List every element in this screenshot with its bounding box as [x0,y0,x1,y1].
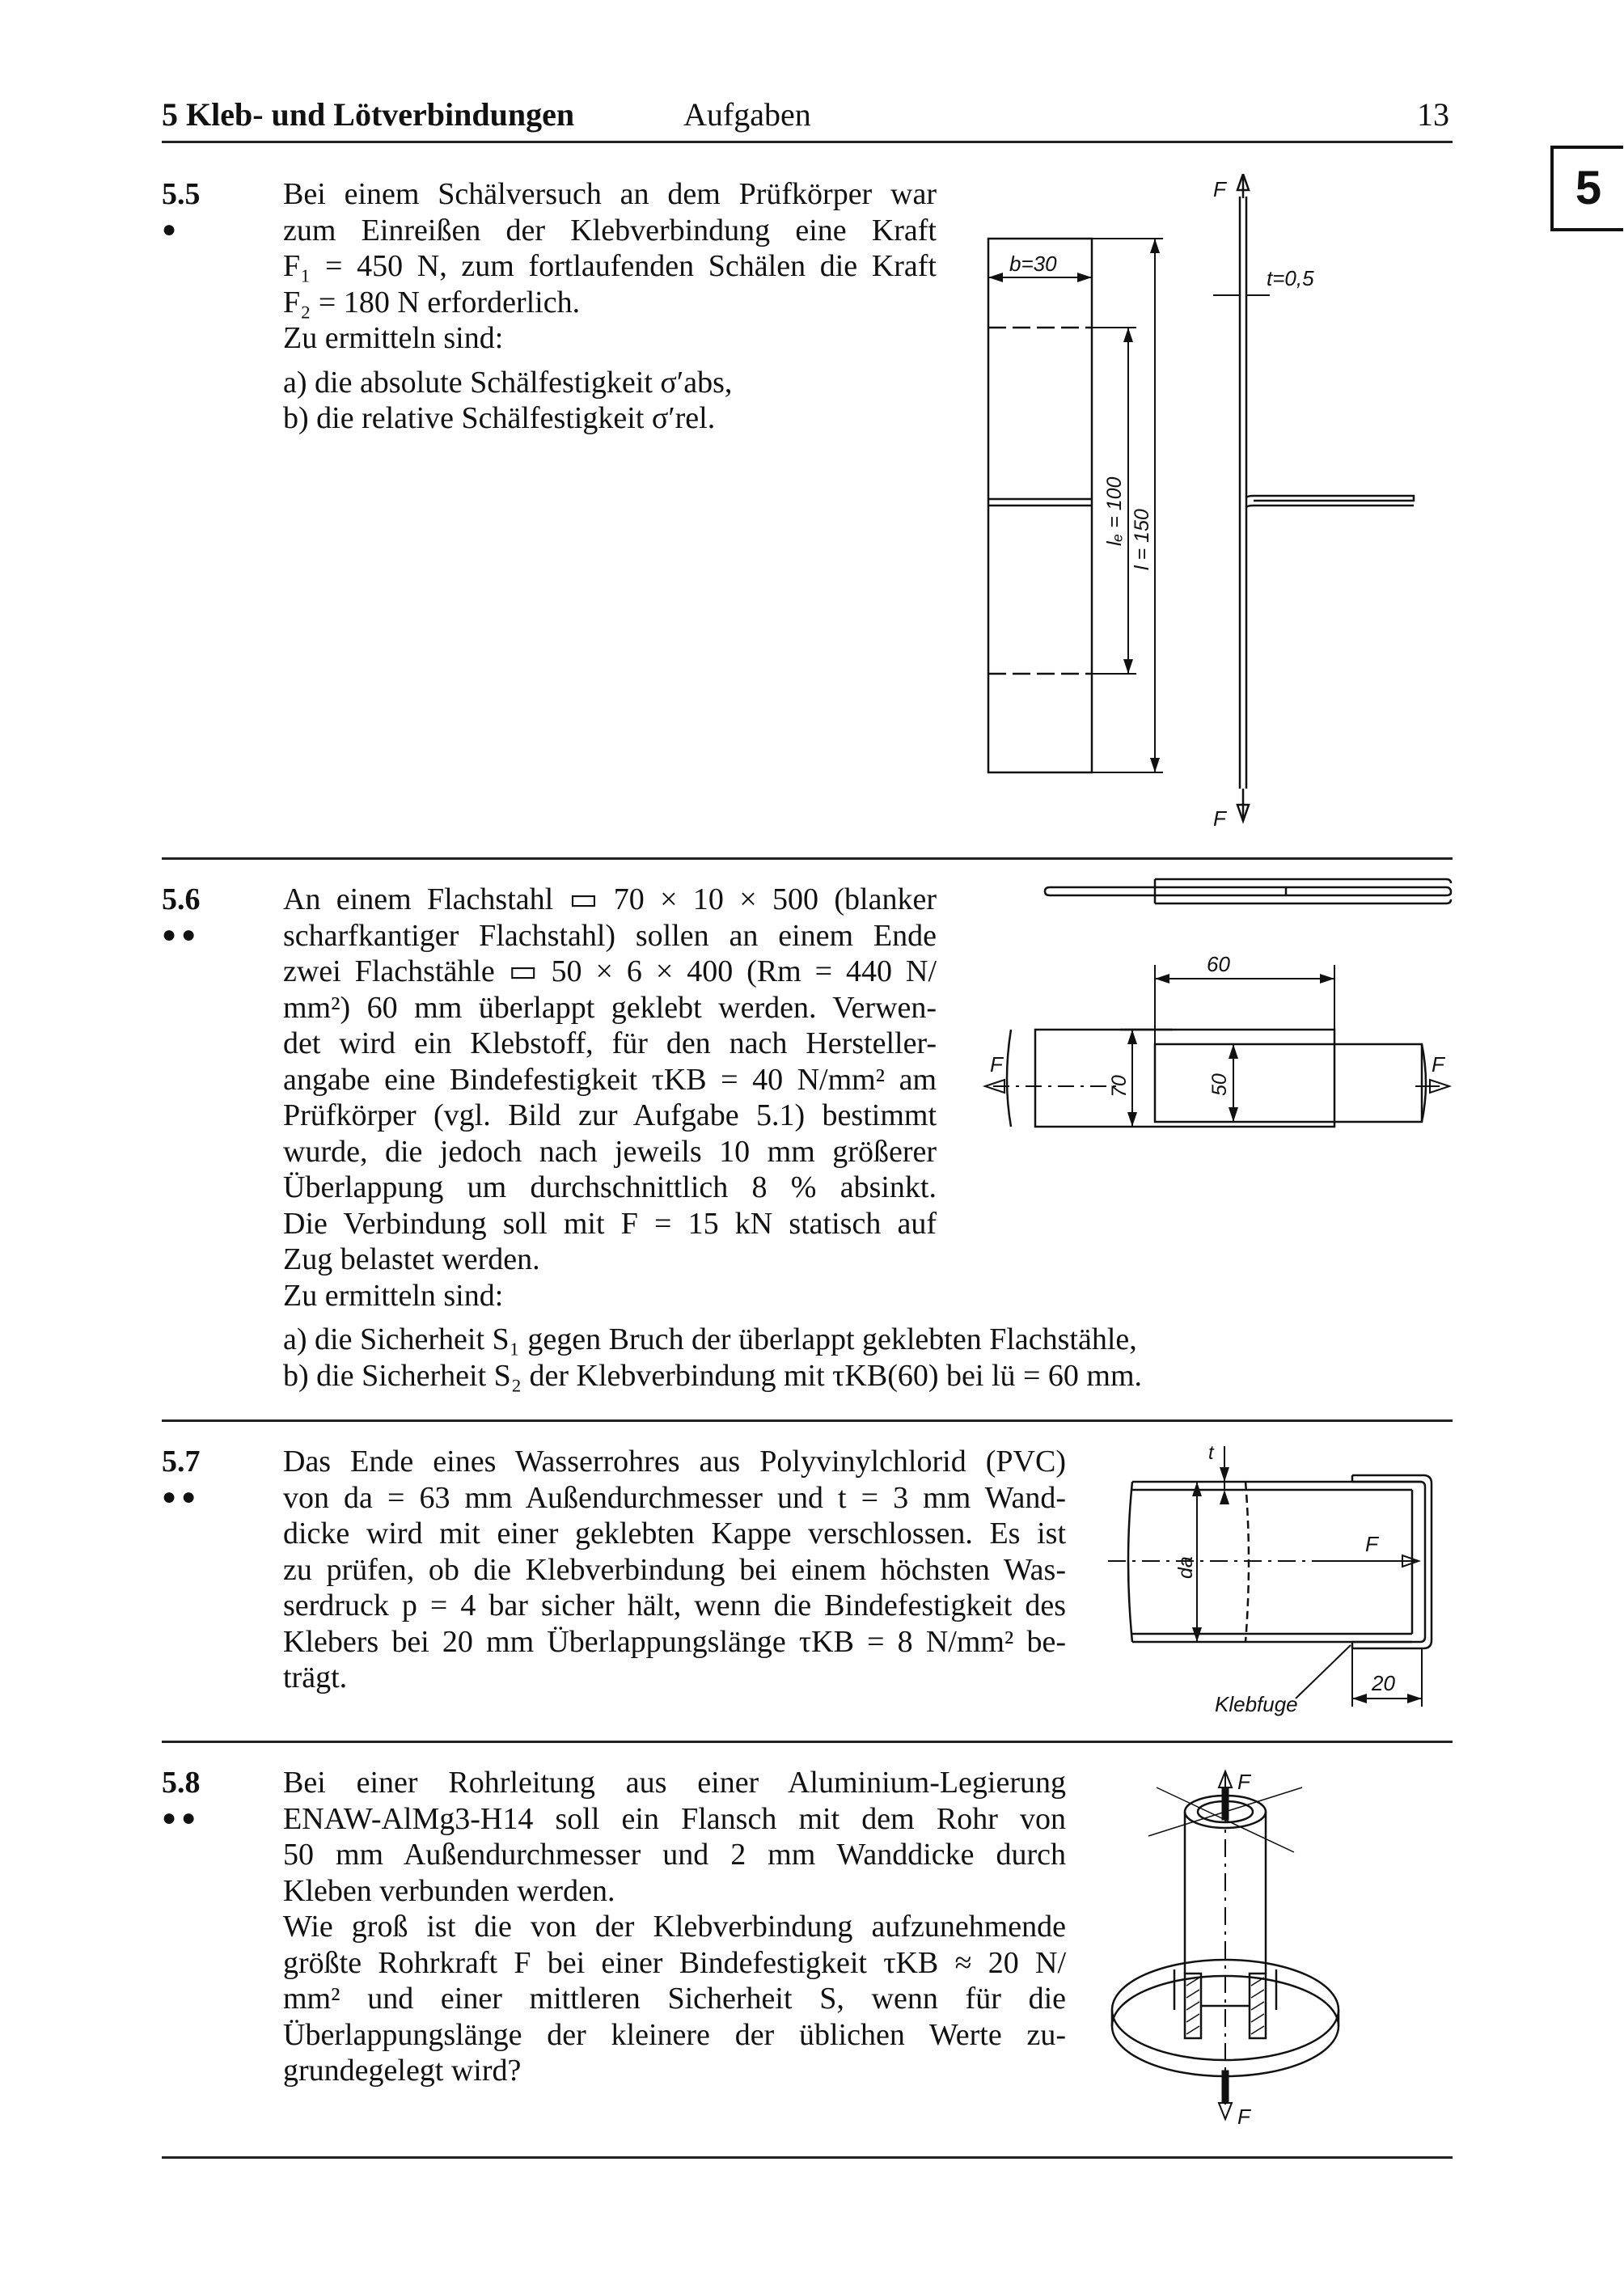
question-a: a) die Sicherheit S₁ gegen Bruch der überlappt geklebten Flachstähle, [283,1322,1137,1356]
pvc-pipe-cap-figure [1108,1440,1448,1723]
problem-5-6-difficulty: ●● [162,921,201,948]
peel-test-figure [971,174,1440,845]
force-label-right: F [1432,1052,1444,1077]
section-divider [162,1419,1453,1422]
wall-thickness-label: t [1208,1442,1214,1464]
text-line: dicke wird mit einer geklebten Kappe verschlossen. Es ist [283,1517,1066,1551]
text-line: zwei Flachstähle ▭ 50 × 6 × 400 (Rm = 440 N/ [283,954,937,988]
text-line: trägt. [283,1661,348,1694]
text-line: F₂ = 180 N erforderlich. [283,285,581,319]
problem-5-6-text [283,882,937,1314]
overlap-length-label: 20 [1372,1671,1395,1695]
section-label: Aufgaben [683,96,811,133]
question-b: b) die Sicherheit S₂ der Klebverbindung mit τKB(60) bei lü = 60 mm. [283,1358,1143,1393]
problem-5-5-difficulty: ● [162,216,182,243]
glue-joint-label: Klebfuge [1215,1692,1298,1716]
text-line: F₁ = 450 N, zum fortlaufenden Schälen die Kraft [283,249,937,283]
force-label-bottom: F [1213,806,1226,831]
question-a: a) die absolute Schälfestigkeit σ′abs, [283,365,733,400]
chapter-tab: 5 [1550,146,1623,231]
problem-5-8-difficulty: ●● [162,1804,201,1831]
overlap-dimension-label: 60 [1207,952,1230,976]
text-line: An einem Flachstahl ▭ 70 × 10 × 500 (blanker [283,882,937,916]
text-line: Wie groß ist die von der Klebverbindung aufzunehmende [283,1910,1066,1944]
text-line: von da = 63 mm Außendurchmesser und t = 3 mm Wand- [283,1480,1066,1515]
text-line: Zug belastet werden. [283,1242,540,1276]
narrow-bar-width-label: 50 [1208,1073,1231,1096]
text-line: det wird ein Klebstoff, für den nach Hersteller- [283,1026,937,1060]
page-number: 13 [1417,96,1449,133]
section-divider [162,1741,1453,1743]
outer-diameter-label: da [1174,1556,1197,1579]
chapter-title: 5 Kleb- und Lötverbindungen [162,96,575,133]
overlap-length-label: lₑ = 100 [1103,476,1126,546]
text-line: serdruck p = 4 bar sicher hält, wenn die Bindefestigkeit des [283,1589,1066,1622]
section-divider [162,857,1453,860]
text-line: größte Rohrkraft F bei einer Bindefestigkeit τKB ≈ 20 N/ [283,1945,1066,1980]
flat-steel-lap-joint-figure [979,878,1456,1169]
wide-bar-width-label: 70 [1108,1075,1131,1098]
footer-rule [162,2156,1453,2159]
tube-flange-figure [1108,1763,1383,2143]
header-rule [162,141,1453,143]
text-line: zu prüfen, ob die Klebverbindung bei einem höchsten Was- [283,1552,1066,1587]
text-line: zum Einreißen der Klebverbindung eine Kraft [283,213,937,247]
text-line: Klebers bei 20 mm Überlappungslänge τKB = 8 N/mm² be- [283,1624,1066,1659]
problem-5-6-number: 5.6 [162,882,201,916]
text-line: 50 mm Außendurchmesser und 2 mm Wanddicke durch [283,1838,1066,1872]
force-label: F [1365,1532,1378,1556]
text-line: Prüfkörper (vgl. Bild zur Aufgabe 5.1) bestimmt [283,1098,937,1132]
text-line: Bei einem Schälversuch an dem Prüfkörper war [283,177,937,211]
question-b: b) die relative Schälfestigkeit σ′rel. [283,401,716,435]
text-line: wurde, die jedoch nach jeweils 10 mm größerer [283,1134,937,1169]
total-length-label: l = 150 [1131,509,1153,570]
problem-5-8-number: 5.8 [162,1766,201,1800]
problem-5-8-text [283,1765,1066,2089]
thickness-label: t=0,5 [1267,266,1314,290]
problem-5-6-questions [283,1322,1432,1394]
text-line: Das Ende eines Wasserrohres aus Polyvinylchlorid (PVC) [283,1445,1066,1479]
force-label-top: F [1237,1770,1250,1794]
text-line: Bei einer Rohrleitung aus einer Aluminium-Legierung [283,1766,1066,1800]
text-line: scharfkantiger Flachstahl) sollen an einem Ende [283,918,937,953]
force-label-left: F [990,1052,1003,1077]
text-line: Überlappung um durchschnittlich 8 % absinkt. [283,1170,937,1204]
text-line: Zu ermitteln sind: [283,321,504,355]
width-label: b=30 [1009,252,1057,276]
text-line: Kleben verbunden werden. [283,1873,615,1908]
problem-5-5-number: 5.5 [162,177,201,211]
text-line: mm²) 60 mm überlappt geklebt werden. Verwen- [283,990,937,1025]
text-line: Überlappungslänge der kleinere der üblichen Werte zu- [283,2017,1066,2052]
text-line: grundegelegt wird? [283,2054,522,2088]
problem-5-7-text [283,1444,1066,1696]
text-line: Zu ermitteln sind: [283,1278,504,1313]
problem-5-5-text [283,176,937,437]
text-line: Die Verbindung soll mit F = 15 kN statisch auf [283,1206,937,1241]
problem-5-7-difficulty: ●● [162,1483,201,1510]
text-line: angabe eine Bindefestigkeit τKB = 40 N/mm² am [283,1062,937,1097]
problem-5-7-number: 5.7 [162,1445,201,1479]
text-line: mm² und einer mittleren Sicherheit S, wenn für die [283,1982,1066,2016]
force-label-top: F [1213,177,1226,201]
text-line: ENAW-AlMg3-H14 soll ein Flansch mit dem Rohr von [283,1801,1066,1836]
force-label-bottom: F [1237,2105,1250,2129]
